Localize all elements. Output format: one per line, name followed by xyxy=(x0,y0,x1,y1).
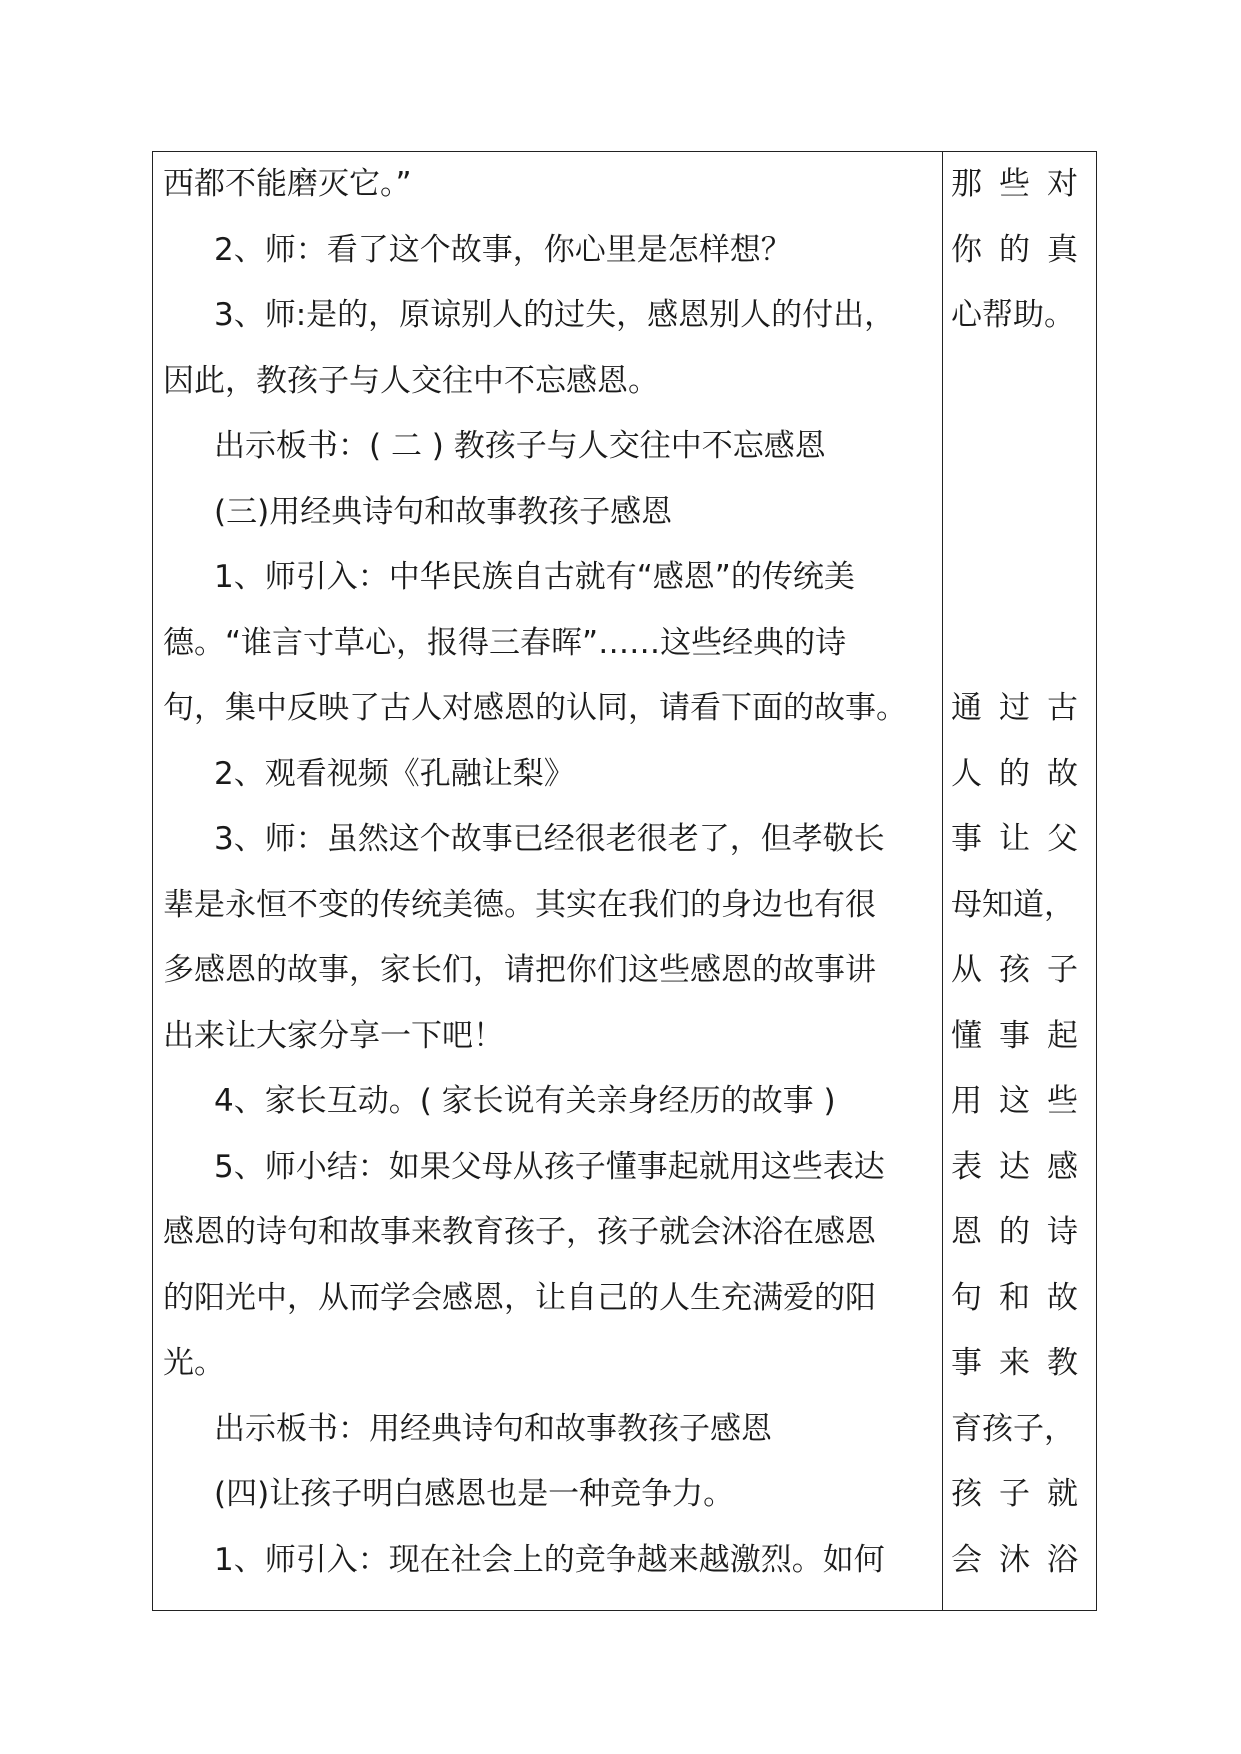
text-line: 3、师：虽然这个故事已经很老很老了，但孝敬长 xyxy=(214,821,885,857)
design-intent-column xyxy=(951,152,1095,1593)
lesson-content-column xyxy=(163,152,933,1593)
side-text-line: 会沐浴 xyxy=(951,1541,1095,1578)
text-line: 2、观看视频《孔融让梨》 xyxy=(214,755,575,792)
side-text-line: 事让父 xyxy=(951,821,1095,857)
text-line: 因此，教孩子与人交往中不忘感恩。 xyxy=(163,362,659,399)
text-line: 4、家长互动。( 家长说有关亲身经历的故事 ) xyxy=(214,1083,836,1119)
side-text-line: 通过古 xyxy=(951,690,1095,726)
side-text-line: 事来教 xyxy=(951,1345,1095,1381)
text-line: 出示板书：( 二 ) 教孩子与人交往中不忘感恩 xyxy=(214,428,826,464)
text-line: 辈是永恒不变的传统美德。其实在我们的身边也有很 xyxy=(163,886,876,923)
text-line: 句，集中反映了古人对感恩的认同，请看下面的故事。 xyxy=(163,690,907,726)
lesson-plan-table xyxy=(152,151,1097,1611)
side-text-line: 那些对 xyxy=(951,166,1095,202)
side-text-line: 用这些 xyxy=(951,1083,1095,1119)
side-text-line: 从孩子 xyxy=(951,952,1095,988)
text-line: 出来让大家分享一下吧！ xyxy=(163,1017,504,1054)
side-text-line: 恩的诗 xyxy=(951,1214,1095,1250)
text-line: 光。 xyxy=(163,1345,225,1381)
text-line: 感恩的诗句和故事来教育孩子，孩子就会沐浴在感恩 xyxy=(163,1214,876,1250)
text-line: 1、师引入：中华民族自古就有“感恩”的传统美 xyxy=(214,559,855,595)
side-text-line: 育孩子， xyxy=(951,1410,1075,1447)
text-line: 5、师小结：如果父母从孩子懂事起就用这些表达 xyxy=(214,1148,885,1185)
text-line: 西都不能磨灭它。” xyxy=(163,166,412,202)
text-line: 出示板书：用经典诗句和故事教孩子感恩 xyxy=(214,1410,772,1447)
side-text-line: 句和故 xyxy=(951,1279,1095,1316)
spacer xyxy=(951,349,1088,677)
side-text-line: 心帮助。 xyxy=(951,297,1075,333)
text-line: 德。“谁言寸草心，报得三春晖”……这些经典的诗 xyxy=(163,624,847,661)
column-divider xyxy=(942,152,943,1610)
text-line: 1、师引入：现在社会上的竞争越来越激烈。如何 xyxy=(214,1541,885,1578)
side-text-line: 你的真 xyxy=(951,231,1095,268)
side-text-line: 表达感 xyxy=(951,1148,1095,1185)
section-heading: (三)用经典诗句和故事教孩子感恩 xyxy=(214,493,673,530)
side-text-line: 人的故 xyxy=(951,755,1095,792)
side-text-line: 孩子就 xyxy=(951,1476,1095,1512)
side-text-line: 懂事起 xyxy=(951,1017,1095,1054)
text-line: 多感恩的故事，家长们，请把你们这些感恩的故事讲 xyxy=(163,952,876,988)
text-line: 的阳光中，从而学会感恩，让自己的人生充满爱的阳 xyxy=(163,1279,876,1316)
section-heading: (四)让孩子明白感恩也是一种竞争力。 xyxy=(214,1476,735,1512)
text-line: 3、师:是的，原谅别人的过失，感恩别人的付出， xyxy=(214,297,896,333)
side-text-line: 母知道， xyxy=(951,886,1075,923)
text-line: 2、师：看了这个故事，你心里是怎样想？ xyxy=(214,231,792,268)
